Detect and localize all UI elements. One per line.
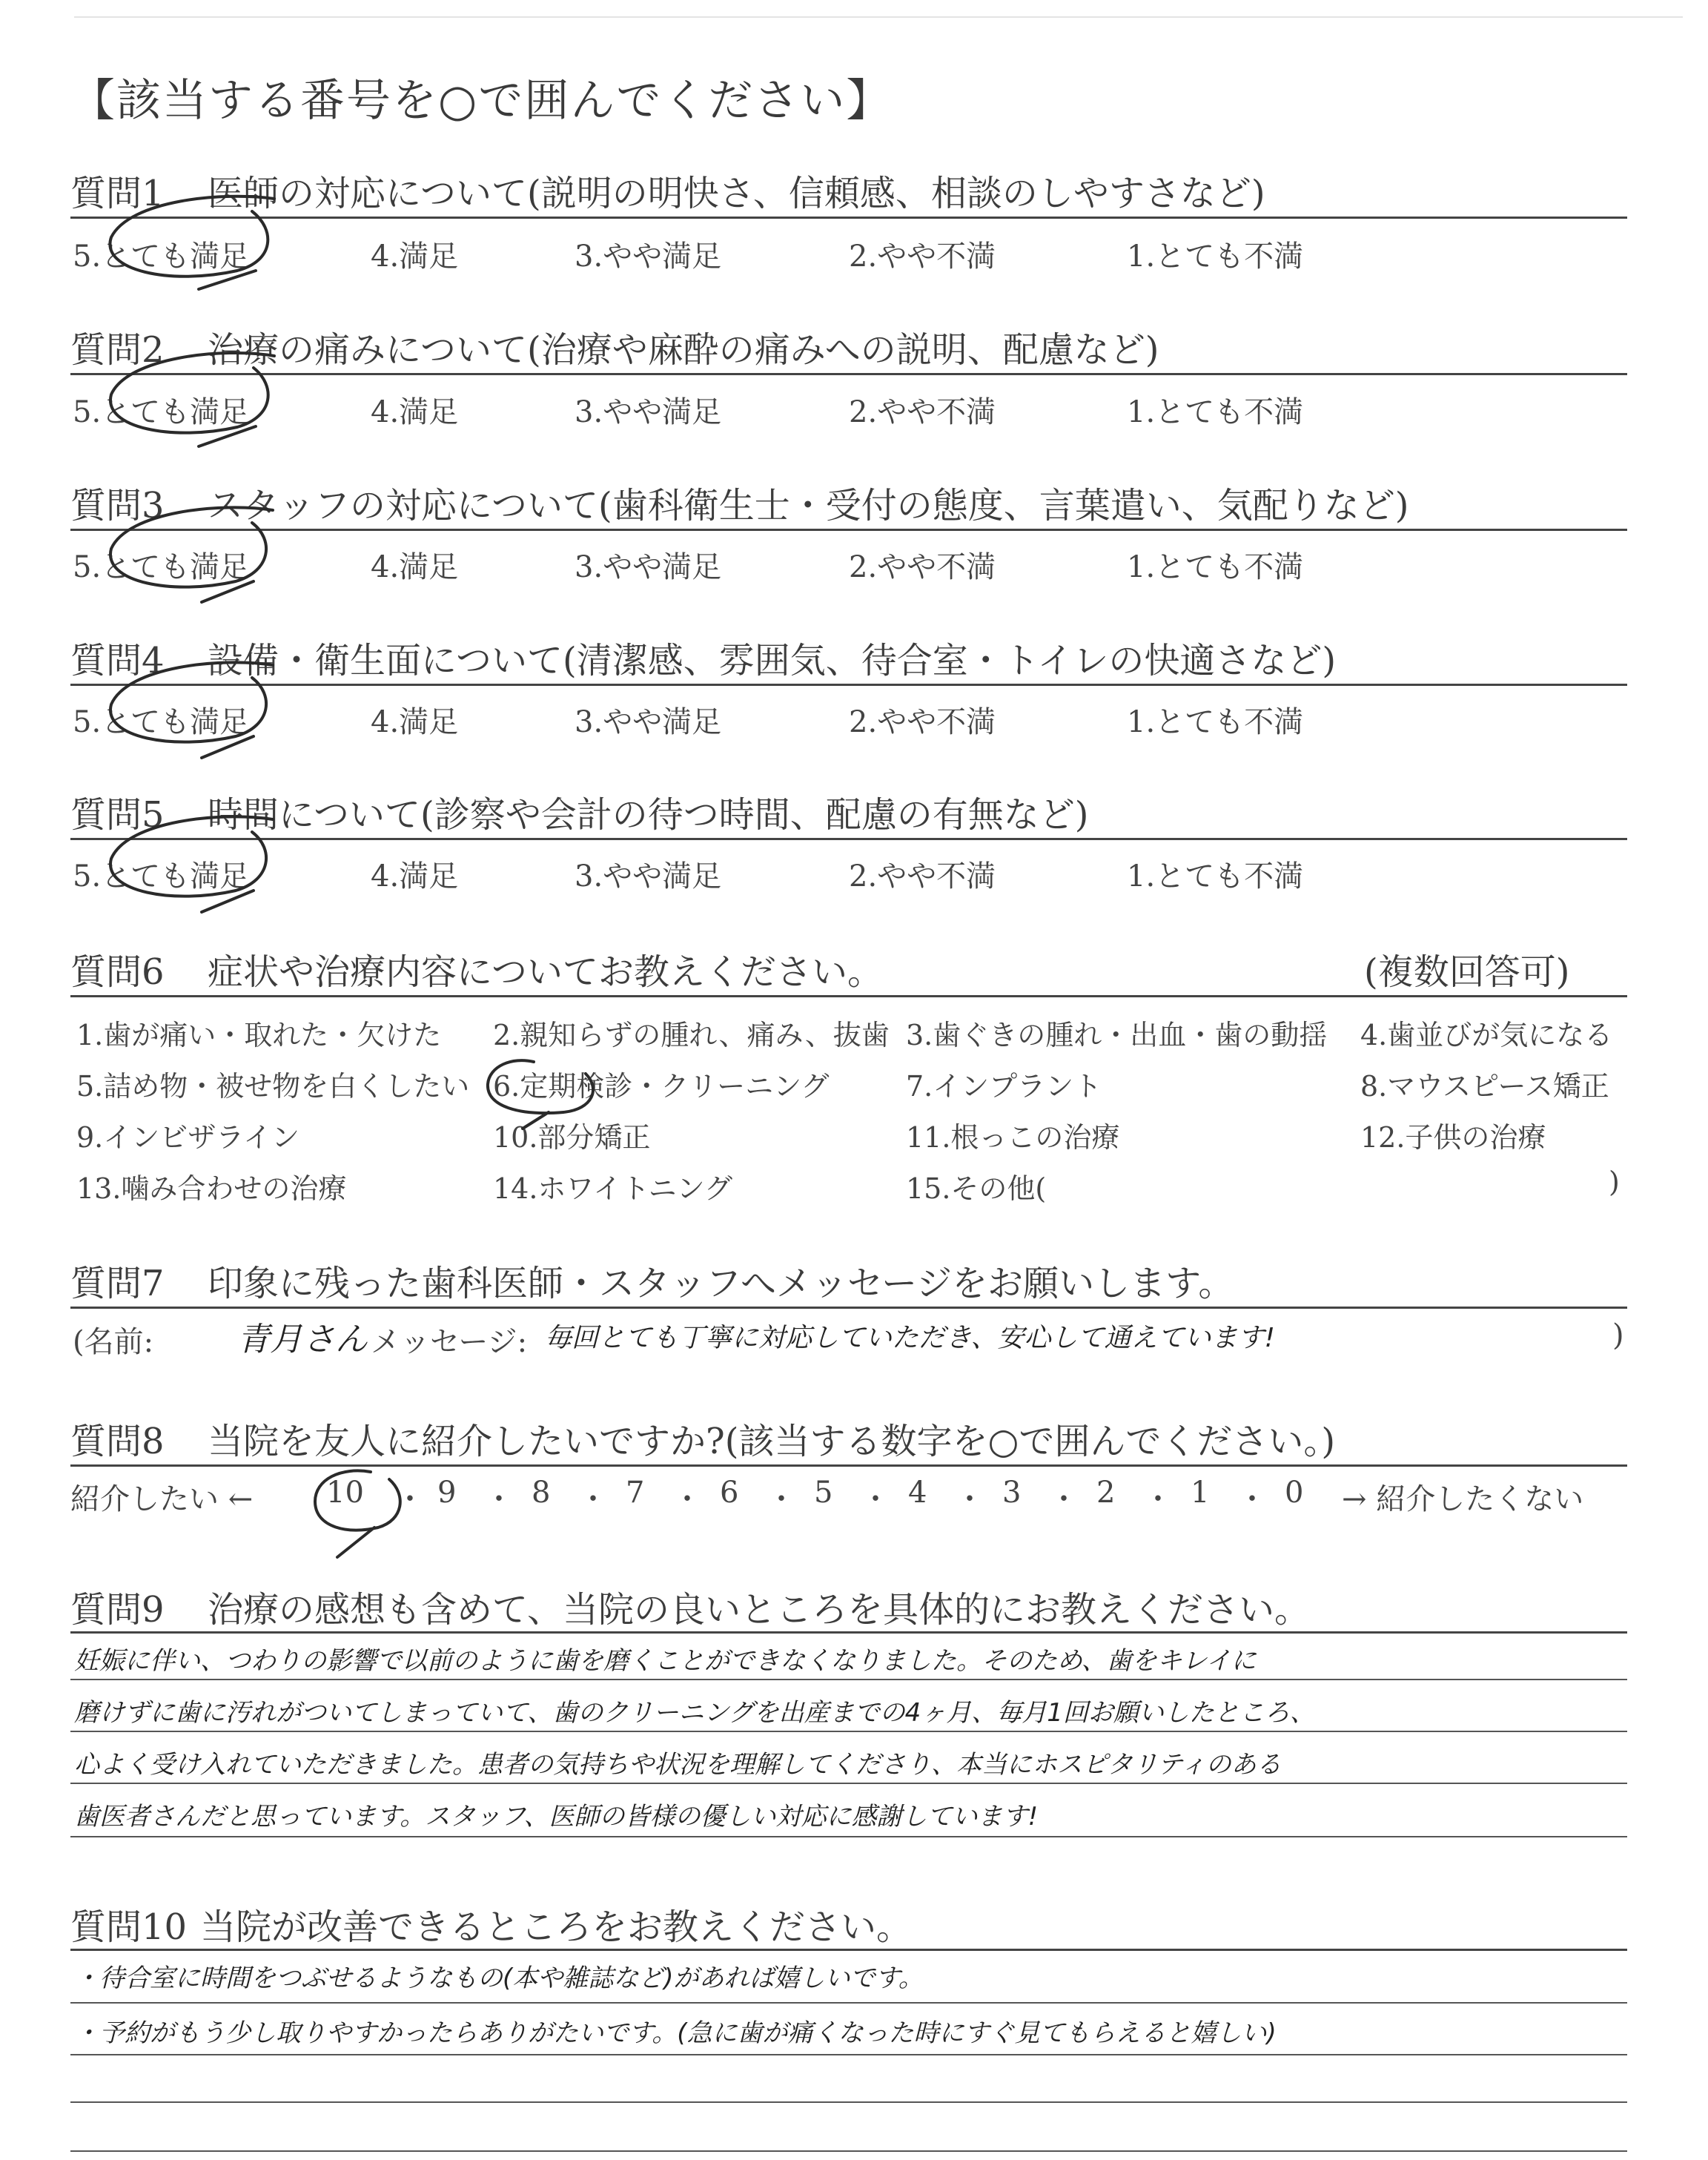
q6-text: 症状や治療内容についてお教えください。 (208, 951, 884, 993)
q6-label: 質問6 (70, 951, 165, 993)
q6-item[interactable]: 2.親知らずの腫れ、痛み、抜歯 (493, 1019, 890, 1051)
q6-item[interactable]: 9.インビザライン (76, 1121, 300, 1154)
q3-option-2[interactable]: 2.やや不満 (849, 550, 996, 584)
page-title: 【該当する番号を○で囲んでください】 (70, 75, 893, 127)
q6-other-close: ) (1609, 1166, 1620, 1198)
q4-label: 質問4 (70, 640, 165, 681)
q4-option-3[interactable]: 3.やや満足 (575, 705, 722, 739)
q1-label: 質問1 (70, 173, 165, 214)
q9-text: 治療の感想も含めて、当院の良いところを具体的にお教えください。 (208, 1589, 1311, 1631)
q3-selection-circle (110, 507, 273, 602)
q4-text: 設備・衛生面について(清潔感、雰囲気、待合室・トイレの快適さなど) (208, 640, 1337, 681)
q7-name-value[interactable]: 青月さん (237, 1321, 368, 1358)
q8-text: 当院を友人に紹介したいですか?(該当する数字を○で囲んでください。) (208, 1421, 1336, 1462)
q8-score-2[interactable]: 2 (1096, 1476, 1116, 1510)
q8-separator: ・ (672, 1482, 702, 1516)
q2-option-3[interactable]: 3.やや満足 (575, 395, 722, 429)
q6-item[interactable]: 3.歯ぐきの腫れ・出血・歯の動揺 (906, 1019, 1328, 1051)
q6-item[interactable]: 7.インプラント (906, 1070, 1102, 1103)
q6-item[interactable]: 4.歯並びが気になる (1360, 1019, 1613, 1051)
q8-label: 質問8 (70, 1421, 165, 1462)
q3-option-1[interactable]: 1.とても不満 (1127, 550, 1304, 584)
q10-text: 当院が改善できるところをお教えください。 (200, 1906, 913, 1948)
q8-score-3[interactable]: 3 (1002, 1476, 1022, 1510)
q5-option-3[interactable]: 3.やや満足 (575, 859, 722, 894)
q10-label: 質問10 (70, 1906, 188, 1948)
q6-item[interactable]: 11.根っこの治療 (906, 1121, 1120, 1154)
q7-message-value[interactable]: 毎回とても丁寧に対応していただき、安心して通えています! (545, 1323, 1275, 1353)
q6-item[interactable]: 1.歯が痛い・取れた・欠けた (76, 1019, 442, 1051)
q3-label: 質問3 (70, 485, 165, 526)
q1-option-4[interactable]: 4.満足 (371, 240, 459, 274)
q4-selection-circle (110, 662, 273, 758)
q8-separator: ・ (767, 1482, 796, 1516)
q7-name-label: (名前: (73, 1325, 154, 1359)
q8-score-10[interactable]: 10 (326, 1476, 364, 1510)
q1-text: 医師の対応について(説明の明快さ、信頼感、相談のしやすさなど) (208, 173, 1265, 214)
q6-item[interactable]: 14.ホワイトニング (493, 1172, 733, 1205)
q8-separator: ・ (395, 1482, 425, 1516)
q2-text: 治療の痛みについて(治療や麻酔の痛みへの説明、配慮など) (208, 329, 1159, 371)
q8-score-8[interactable]: 8 (532, 1476, 551, 1510)
q6-item[interactable]: 12.子供の治療 (1360, 1121, 1546, 1154)
q8-separator: ・ (1237, 1482, 1267, 1516)
q10-answer-line[interactable]: ・予約がもう少し取りやすかったらありがたいです。(急に歯が痛くなった時にすぐ見てもらえると嬉しい) (74, 2018, 1277, 2048)
q2-option-1[interactable]: 1.とても不満 (1127, 395, 1304, 429)
q5-selection-circle (110, 816, 273, 912)
q6-note: (複数回答可) (1364, 951, 1570, 993)
q2-label: 質問2 (70, 329, 165, 371)
q1-option-1[interactable]: 1.とても不満 (1127, 240, 1304, 274)
q1-option-3[interactable]: 3.やや満足 (575, 240, 722, 274)
q5-option-1[interactable]: 1.とても不満 (1127, 859, 1304, 894)
q8-score-10-selection-circle (315, 1470, 400, 1557)
q9-answer-line[interactable]: 磨けずに歯に汚れがついてしまっていて、歯のクリーニングを出産までの4ヶ月、毎月1回お願いしたところ、 (74, 1698, 1315, 1728)
q1-selection-circle (110, 196, 274, 289)
q10-answer-line[interactable]: ・待合室に時間をつぶせるようなもの(本や雑誌など)があれば嬉しいです。 (74, 1964, 924, 1993)
q3-option-5[interactable]: 5.とても満足 (73, 550, 250, 584)
q8-score-0[interactable]: 0 (1285, 1476, 1304, 1510)
q4-option-2[interactable]: 2.やや不満 (849, 705, 996, 739)
q8-right-label: → 紹介したくない (1342, 1482, 1584, 1516)
q8-left-label: 紹介したい ← (70, 1482, 254, 1516)
q9-answer-line[interactable]: 心よく受け入れていただきました。患者の気持ちや状況を理解してくださり、本当にホスピタリティのある (74, 1750, 1282, 1780)
q3-text: スタッフの対応について(歯科衛生士・受付の態度、言葉遣い、気配りなど) (208, 485, 1409, 526)
q1-option-2[interactable]: 2.やや不満 (849, 240, 996, 274)
q2-option-5[interactable]: 5.とても満足 (73, 395, 250, 429)
q6-item-selected[interactable]: 6.定期検診・クリーニング (493, 1070, 830, 1103)
q7-close-paren: ) (1612, 1318, 1624, 1353)
q5-text: 時間について(診察や会計の待つ時間、配慮の有無など) (208, 794, 1089, 836)
q2-option-4[interactable]: 4.満足 (371, 395, 459, 429)
q5-option-4[interactable]: 4.満足 (371, 859, 459, 894)
q8-score-6[interactable]: 6 (720, 1476, 739, 1510)
q5-label: 質問5 (70, 794, 165, 836)
q6-item[interactable]: 13.噛み合わせの治療 (76, 1172, 347, 1205)
q9-answer-line[interactable]: 歯医者さんだと思っています。スタッフ、医師の皆様の優しい対応に感謝しています! (74, 1802, 1039, 1832)
q8-score-4[interactable]: 4 (908, 1476, 927, 1510)
q7-text: 印象に残った歯科医師・スタッフへメッセージをお願いします。 (208, 1263, 1234, 1304)
q5-option-5[interactable]: 5.とても満足 (73, 859, 250, 894)
q9-label: 質問9 (70, 1589, 165, 1631)
q8-score-1[interactable]: 1 (1191, 1476, 1210, 1510)
q2-selection-circle (110, 353, 274, 446)
q8-separator: ・ (484, 1482, 514, 1516)
q8-score-5[interactable]: 5 (814, 1476, 833, 1510)
q8-separator: ・ (955, 1482, 984, 1516)
q7-label: 質問7 (70, 1263, 165, 1304)
q6-item-other[interactable]: 15.その他( (906, 1172, 1047, 1205)
q7-message-label: メッセージ: (371, 1325, 528, 1359)
q9-answer-line[interactable]: 妊娠に伴い、つわりの影響で以前のように歯を磨くことができなくなりました。そのため、歯をキレイに (74, 1646, 1257, 1676)
q8-separator: ・ (1143, 1482, 1173, 1516)
q8-separator: ・ (1049, 1482, 1079, 1516)
q6-item[interactable]: 10.部分矯正 (493, 1121, 651, 1154)
q4-option-4[interactable]: 4.満足 (371, 705, 459, 739)
q4-option-1[interactable]: 1.とても不満 (1127, 705, 1304, 739)
q6-item[interactable]: 5.詰め物・被せ物を白くしたい (76, 1070, 470, 1103)
q1-option-5[interactable]: 5.とても満足 (73, 240, 250, 274)
q8-score-9[interactable]: 9 (437, 1476, 457, 1510)
q3-option-3[interactable]: 3.やや満足 (575, 550, 722, 584)
q6-item-6-selection-circle (488, 1060, 593, 1129)
q5-option-2[interactable]: 2.やや不満 (849, 859, 996, 894)
q4-option-5[interactable]: 5.とても満足 (73, 705, 250, 739)
q8-separator: ・ (578, 1482, 608, 1516)
q6-item[interactable]: 8.マウスピース矯正 (1360, 1070, 1609, 1103)
q2-option-2[interactable]: 2.やや不満 (849, 395, 996, 429)
q8-score-7[interactable]: 7 (626, 1476, 645, 1510)
q3-option-4[interactable]: 4.満足 (371, 550, 459, 584)
q8-separator: ・ (861, 1482, 890, 1516)
